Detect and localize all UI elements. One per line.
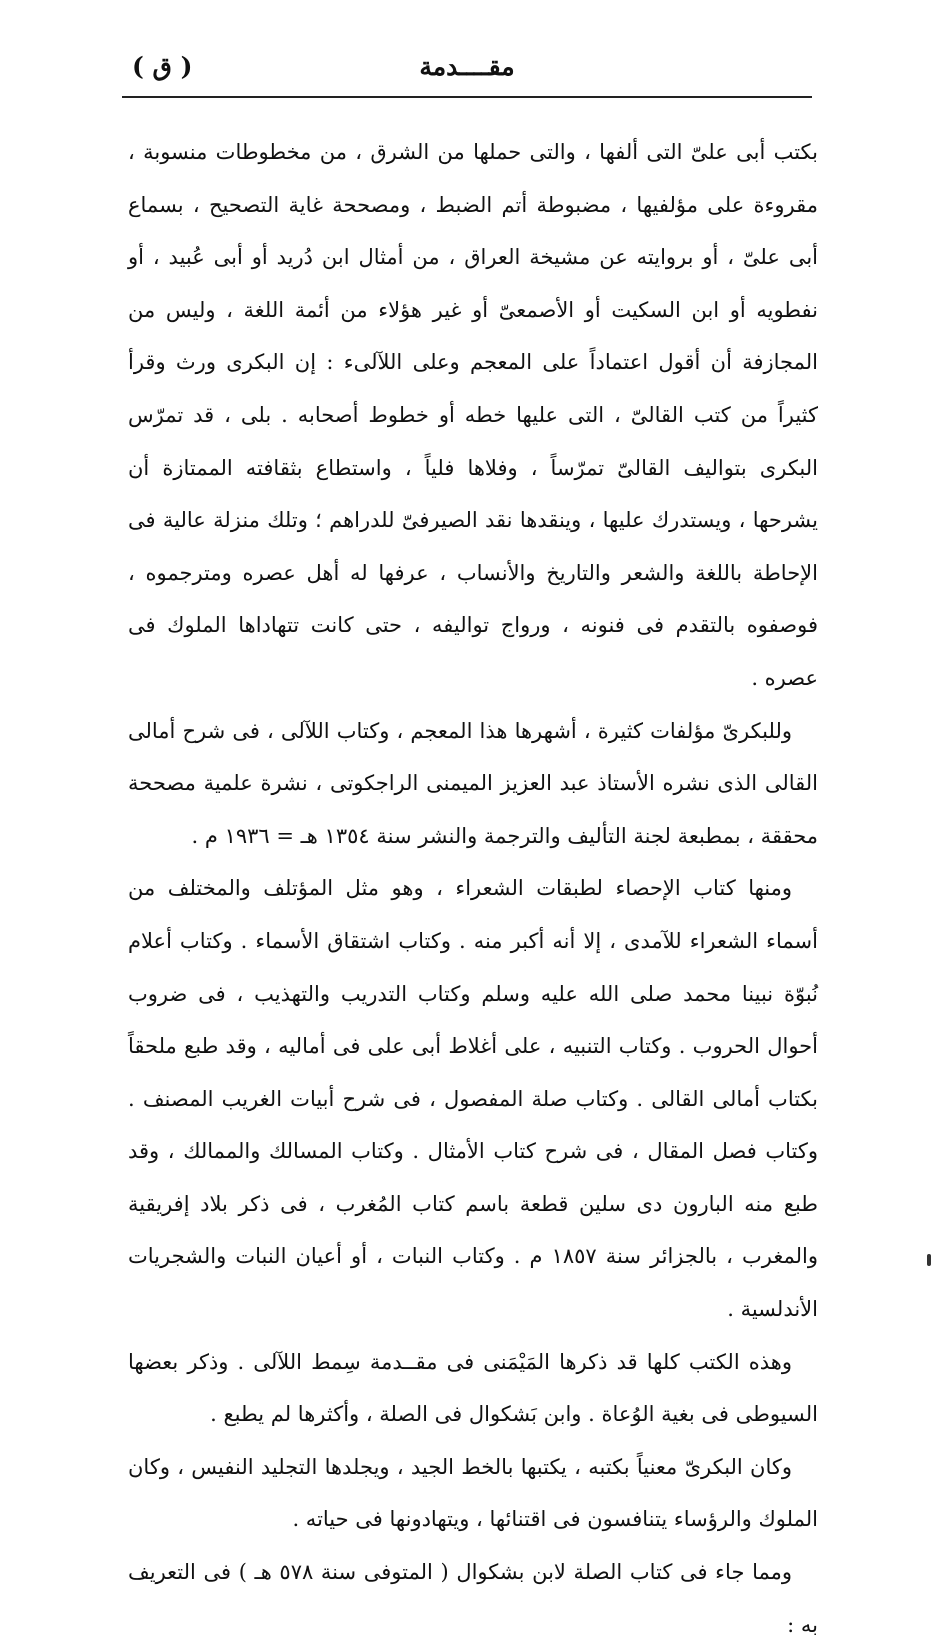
paragraph: بكتب أبى علىّ التى ألفها ، والتى حملها من الشرق ، من مخطوطات منسوبة ، مقروءة على مؤلفيها ، مضبوطة أتم الضبط ، ومصححة غاية التصحيح ، بسماع أبى علىّ ، أو بروايته عن مشيخة العراق ، من أمثال ابن دُريد أو أبى عُبيد ، أو نفطويه أو ابن السكيت أو الأصمعىّ أو غير هؤلاء من أئمة اللغة ، وليس من المجازفة أن أقول اعتماداً على المعجم وعلى اللآلىء : إن البكرى ورث وقرأ كثيراً من كتب القالىّ ، التى عليها خطه أو خطوط أصحابه . بلى ، قد تمرّس البكرى بتواليف القالىّ تمرّساً ، وفلاها فلياً ، واستطاع بثقافته الممتازة أن يشرحها ، ويستدرك عليها ، وينقدها نقد الصيرفىّ للدراهم ؛ وتلك منزلة عالية فى الإحاطة باللغة والشعر والتاريخ والأنساب ، عرفها له أهل عصره ومترجموه ، فوصفوه بالتقدم فى فنونه ، ورواج تواليفه ، حتى كانت تتهاداها الملوك فى عصره . <box>128 140 818 690</box>
page-number: ( ق ) <box>132 52 193 81</box>
paragraph: ومنها كتاب الإحصاء لطبقات الشعراء ، وهو مثل المؤتلف والمختلف من أسماء الشعراء للآمدى ، إلا أنه أكبر منه . وكتاب اشتقاق الأسماء . وكتاب أعلام نُبوّة نبينا محمد صلى الله عليه وسلم وكتاب التدريب والتهذيب ، فى ضروب أحوال الحروب . وكتاب التنبيه ، على أغلاط أبى على فى أماليه ، وقد طبع ملحقاً بكتاب أمالى القالى . وكتاب صلة المفصول ، فى شرح أبيات الغريب المصنف . وكتاب فصل المقال ، فى شرح كتاب الأمثال . وكتاب المسالك والممالك ، وقد طبع منه البارون دى سلين قطعة باسم كتاب المُغرب ، فى ذكر بلاد إفريقية والمغرب ، بالجزائر سنة ١٨٥٧ م . وكتاب النبات ، أو أعيان النبات والشجريات الأندلسية . <box>128 876 818 1322</box>
body-text <box>128 126 818 1651</box>
header-rule <box>122 96 812 98</box>
margin-mark <box>927 1254 931 1266</box>
running-title: مقــــدمة <box>419 52 515 81</box>
paragraph: وهذه الكتب كلها قد ذكرها المَيْمَنى فى مقــدمة سِمط اللآلى . وذكر بعضها السيوطى فى بغية الوُعاة . وابن بَشكوال فى الصلة ، وأكثرها لم يطبع . <box>128 1349 818 1427</box>
running-header <box>122 50 812 92</box>
paragraph: وللبكرىّ مؤلفات كثيرة ، أشهرها هذا المعجم ، وكتاب اللآلى ، فى شرح أمالى القالى الذى نشره الأستاذ عبد العزيز الميمنى الراجكوتى ، نشرة علمية مصححة محققة ، بمطبعة لجنة التأليف والترجمة والنشر سنة ١٣٥٤ هـ = ١٩٣٦ م . <box>128 718 818 848</box>
paragraph: وكان البكرىّ معنياً بكتبه ، يكتبها بالخط الجيد ، ويجلدها التجليد النفيس ، وكان الملوك والرؤساء يتنافسون فى اقتنائها ، ويتهادونها فى حياته . <box>128 1454 818 1532</box>
paragraph: ومما جاء فى كتاب الصلة لابن بشكوال ( المتوفى سنة ٥٧٨ هـ ) فى التعريف به : <box>128 1560 818 1637</box>
